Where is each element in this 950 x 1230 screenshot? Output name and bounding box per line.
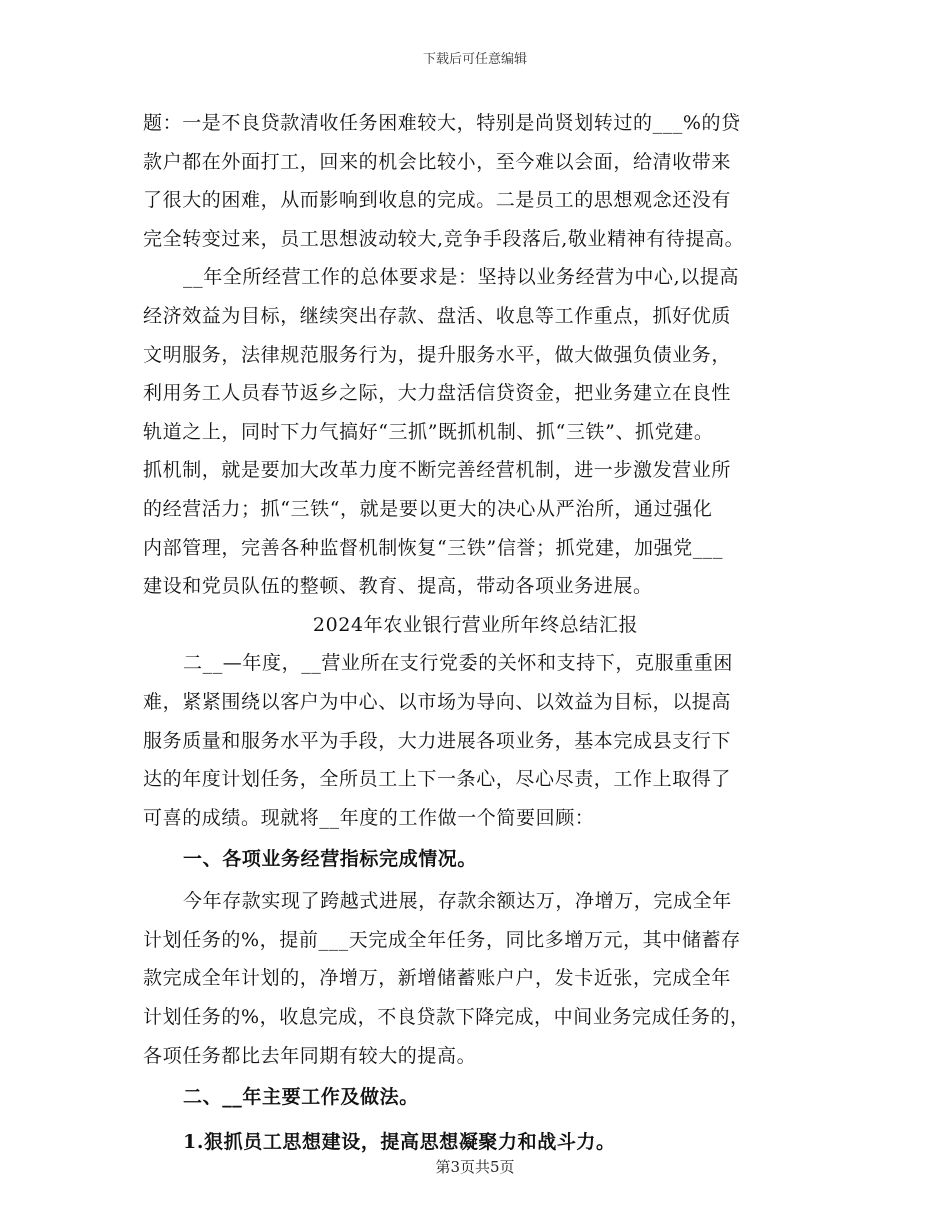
body-line: 抓机制，就是要加大改革力度不断完善经营机制，进一步激发营业所: [143, 459, 732, 482]
body-line: 文明服务，法律规范服务行为，提升服务水平，做大做强负债业务，: [143, 343, 732, 366]
body-line: 利用务工人员春节返乡之际，大力盘活信贷资金，把业务建立在良性: [143, 382, 732, 405]
body-line: 可喜的成绩。现就将__年度的工作做一个简要回顾：: [143, 806, 595, 829]
page-number: 第3页共5页: [435, 1158, 515, 1176]
paragraph-start: __年全所经营工作的总体要求是：坚持以业务经营为中心,以提高: [183, 266, 740, 289]
body-line: 完全转变过来，员工思想波动较大,竞争手段落后,敬业精神有待提高。: [143, 227, 745, 250]
body-line: 建设和党员队伍的整顿、教育、提高，带动各项业务进展。: [143, 575, 653, 598]
document-body: [143, 104, 808, 1165]
body-line: 款完成全年计划的，净增万，新增储蓄账户户，发卡近张，完成全年: [143, 967, 732, 990]
document-title: 2024年农业银行营业所年终总结汇报: [312, 613, 639, 636]
body-line: 难，紧紧围绕以客户为中心、以市场为导向、以效益为目标，以提高: [143, 690, 732, 713]
subsection-heading: 1.狠抓员工思想建设，提高思想凝聚力和战斗力。: [183, 1131, 616, 1154]
section-heading: 一、各项业务经营指标完成情况。: [183, 848, 478, 871]
body-line: 各项任务都比去年同期有较大的提高。: [143, 1044, 477, 1067]
body-line: 达的年度计划任务，全所员工上下一条心，尽心尽责，工作上取得了: [143, 768, 732, 791]
body-line: 了很大的困难，从而影响到收息的完成。二是员工的思想观念还没有: [143, 189, 732, 212]
body-line: 轨道之上，同时下力气搞好“三抓”既抓机制、抓“三铁”、抓党建。: [143, 420, 714, 443]
section-heading: 二、__年主要工作及做法。: [183, 1086, 419, 1109]
body-line: 题：一是不良贷款清收任务困难较大，特别是尚贤划转过的___%的贷: [143, 112, 741, 134]
paragraph-start: 今年存款实现了跨越式进展，存款余额达万，净增万，完成全年: [183, 890, 732, 913]
page-header-note: 下载后可任意编辑: [422, 52, 527, 67]
body-line: 计划任务的%，收息完成，不良贷款下降完成，中间业务完成任务的，: [143, 1006, 750, 1029]
body-line: 计划任务的%，提前___天完成全年任务，同比多增万元，其中储蓄存: [143, 928, 741, 951]
body-line: 经济效益为目标，继续突出存款、盘活、收息等工作重点，抓好优质: [143, 304, 732, 327]
body-line: 的经营活力；抓“三铁“，就是要以更大的决心从严治所，通过强化: [143, 497, 713, 520]
body-line: 款户都在外面打工，回来的机会比较小，至今难以会面，给清收带来: [143, 150, 732, 173]
body-line: 内部管理，完善各种监督机制恢复“三铁”信誉；抓党建，加强党___: [143, 536, 724, 559]
paragraph-start: 二__—年度，__营业所在支行党委的关怀和支持下，克服重重困: [183, 652, 734, 675]
body-line: 服务质量和服务水平为手段，大力进展各项业务，基本完成县支行下: [143, 729, 732, 752]
